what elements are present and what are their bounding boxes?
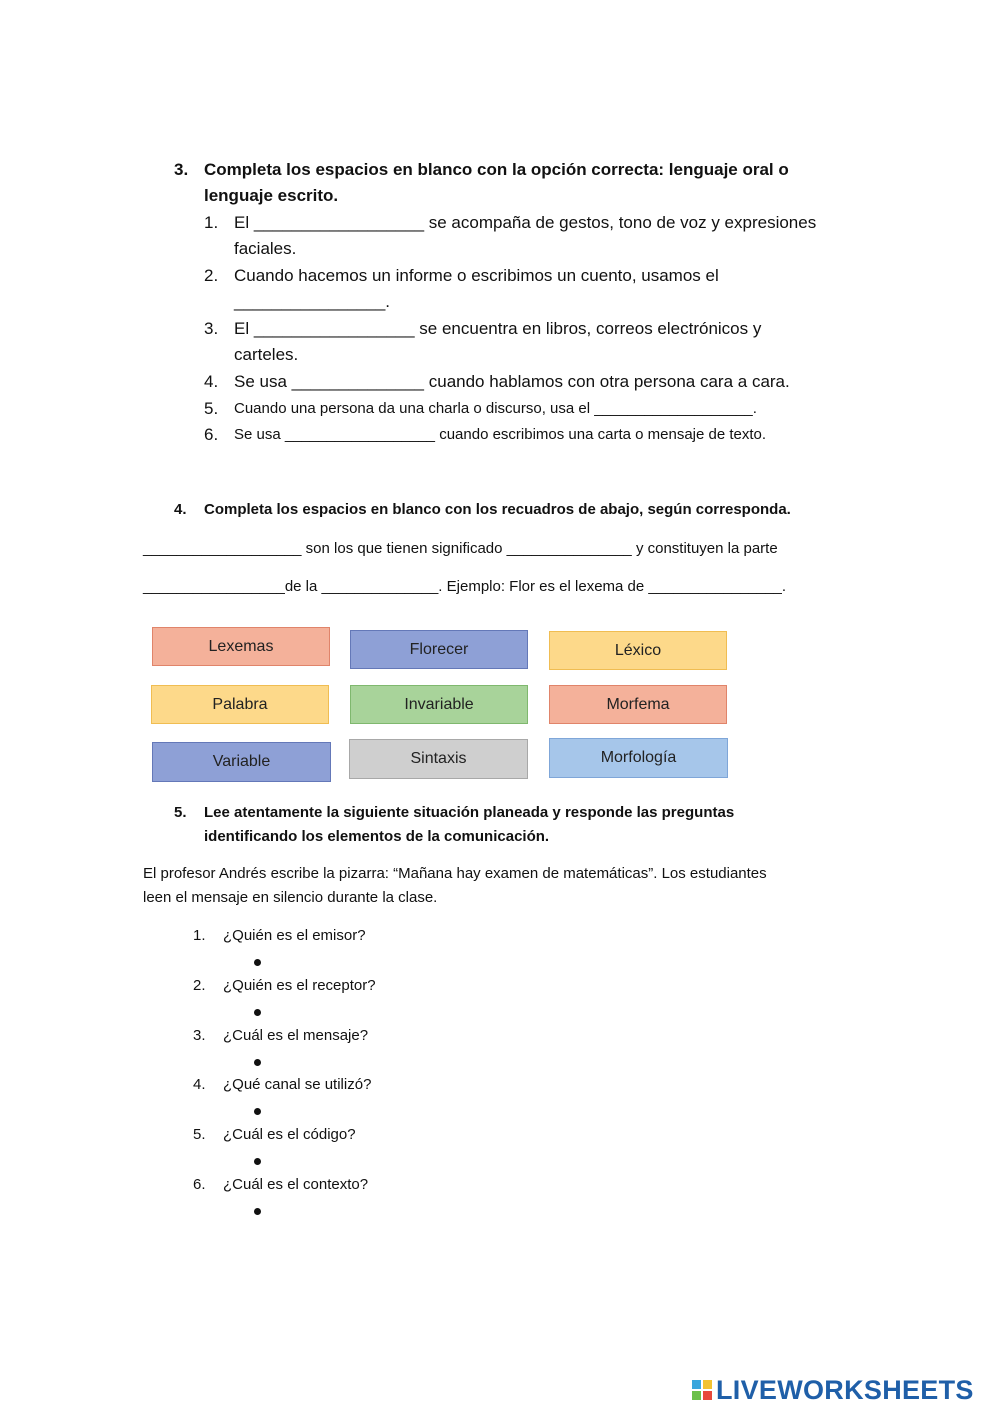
answer-bullet bbox=[254, 1009, 261, 1016]
q3-item-2-line1: Cuando hacemos un informe o escribimos un cuento, usamos el bbox=[234, 266, 719, 285]
q4-fill-line-2: _________________de la ______________. Ejemplo: Flor es el lexema de ________________. bbox=[143, 578, 787, 595]
q3-item-1 bbox=[204, 210, 884, 262]
question-5-title bbox=[204, 801, 884, 849]
word-box-invariable[interactable]: Invariable bbox=[350, 685, 528, 724]
q5-question-text: ¿Qué canal se utilizó? bbox=[223, 1076, 372, 1093]
q3-item-2 bbox=[204, 263, 884, 315]
q3-item-text bbox=[234, 316, 761, 368]
q5-question-number: 4. bbox=[193, 1076, 206, 1093]
question-4-title: Completa los espacios en blanco con los recuadros de abajo, según corresponda. bbox=[204, 501, 791, 518]
q5-paragraph-line1: El profesor Andrés escribe la pizarra: “Mañana hay examen de matemáticas”. Los estudiantes bbox=[143, 865, 767, 882]
q5-question-number: 6. bbox=[193, 1176, 206, 1193]
word-box-sintaxis[interactable]: Sintaxis bbox=[349, 739, 528, 779]
q5-question-text: ¿Quién es el receptor? bbox=[223, 977, 376, 994]
q3-item-6 bbox=[204, 422, 884, 448]
q5-question-number: 2. bbox=[193, 977, 206, 994]
q3-item-text bbox=[234, 263, 719, 315]
q5-paragraph-line2: leen el mensaje en silencio durante la clase. bbox=[143, 889, 438, 906]
q3-item-5 bbox=[204, 396, 884, 422]
q4-fill-line-1: ___________________ son los que tienen significado _______________ y constituyen la parte bbox=[143, 540, 778, 557]
q3-item-text bbox=[234, 210, 816, 262]
q3-item-number: 3. bbox=[204, 319, 219, 338]
word-box-morfologia[interactable]: Morfología bbox=[549, 738, 728, 778]
q3-item-number: 2. bbox=[204, 266, 219, 285]
q3-item-2-line2: ________________. bbox=[234, 292, 390, 311]
q3-item-number: 5. bbox=[204, 399, 219, 418]
q3-item-6-text: Se usa __________________ cuando escribimos una carta o mensaje de texto. bbox=[234, 426, 767, 443]
q3-item-number: 1. bbox=[204, 213, 219, 232]
answer-bullet bbox=[254, 1208, 261, 1215]
answer-bullet bbox=[254, 959, 261, 966]
answer-bullet bbox=[254, 1108, 261, 1115]
q3-item-number: 6. bbox=[204, 425, 219, 444]
q3-item-3-line2: carteles. bbox=[234, 345, 299, 364]
question-5-title-line1: Lee atentamente la siguiente situación planeada y responde las preguntas bbox=[204, 804, 735, 821]
q5-question-text: ¿Cuál es el mensaje? bbox=[223, 1027, 369, 1044]
answer-bullet bbox=[254, 1158, 261, 1165]
question-3-title-line2: lenguaje escrito. bbox=[204, 186, 339, 205]
word-box-morfema[interactable]: Morfema bbox=[549, 685, 727, 724]
word-box-lexico[interactable]: Léxico bbox=[549, 631, 727, 670]
q3-item-1-line2: faciales. bbox=[234, 239, 297, 258]
q5-situation-paragraph bbox=[143, 862, 883, 910]
question-3-title bbox=[204, 157, 864, 209]
answer-bullet bbox=[254, 1059, 261, 1066]
liveworksheets-logo bbox=[692, 1376, 974, 1404]
q3-item-number: 4. bbox=[204, 372, 219, 391]
q5-question-text: ¿Cuál es el contexto? bbox=[223, 1176, 369, 1193]
liveworksheets-logo-text: LIVEWORKSHEETS bbox=[716, 1374, 974, 1405]
word-box-florecer[interactable]: Florecer bbox=[350, 630, 528, 669]
question-5-number: 5. bbox=[174, 804, 187, 821]
q3-item-3-line1: El _________________ se encuentra en libros, correos electrónicos y bbox=[234, 319, 762, 338]
q5-question-number: 5. bbox=[193, 1126, 206, 1143]
q5-question-text: ¿Quién es el emisor? bbox=[223, 927, 366, 944]
word-box-variable[interactable]: Variable bbox=[152, 742, 331, 782]
q3-item-3 bbox=[204, 316, 884, 368]
question-3-title-line1: Completa los espacios en blanco con la opción correcta: lenguaje oral o bbox=[204, 160, 789, 179]
word-box-lexemas[interactable]: Lexemas bbox=[152, 627, 330, 666]
q5-question-text: ¿Cuál es el código? bbox=[223, 1126, 356, 1143]
q3-item-5-text: Cuando una persona da una charla o discurso, usa el ___________________. bbox=[234, 400, 757, 417]
q5-question-number: 1. bbox=[193, 927, 206, 944]
q3-item-4-text: Se usa ______________ cuando hablamos con otra persona cara a cara. bbox=[234, 372, 790, 391]
q5-question-number: 3. bbox=[193, 1027, 206, 1044]
liveworksheets-logo-icon bbox=[692, 1380, 712, 1400]
question-5-title-line2: identificando los elementos de la comunicación. bbox=[204, 828, 550, 845]
q3-item-1-line1: El __________________ se acompaña de gestos, tono de voz y expresiones bbox=[234, 213, 817, 232]
q3-item-4 bbox=[204, 369, 884, 395]
word-box-palabra[interactable]: Palabra bbox=[151, 685, 329, 724]
question-4-number: 4. bbox=[174, 501, 187, 518]
question-3-number: 3. bbox=[174, 160, 189, 179]
